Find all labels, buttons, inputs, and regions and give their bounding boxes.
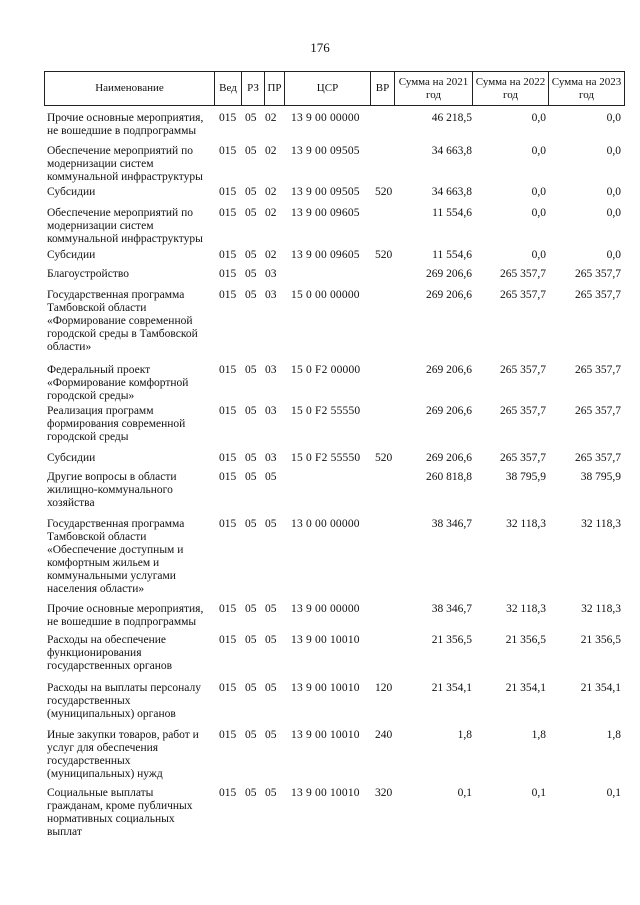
row-rz: 05 — [245, 452, 257, 464]
row-name: Обеспечение мероприятий по модернизации систем коммунальной инфраструктуры — [47, 207, 203, 245]
row-s2021: 11 554,6 — [432, 249, 472, 261]
row-s2022: 0,1 — [531, 787, 546, 799]
row-s2022: 21 354,1 — [505, 682, 546, 694]
row-rz: 05 — [245, 603, 257, 615]
row-s2023: 0,0 — [606, 207, 621, 219]
row-s2021: 0,1 — [457, 787, 472, 799]
row-ved: 015 — [219, 145, 237, 157]
row-csr: 13 9 00 10010 — [291, 787, 360, 799]
row-s2023: 0,0 — [606, 112, 621, 124]
row-s2022: 265 357,7 — [500, 364, 546, 376]
row-rz: 05 — [245, 787, 257, 799]
row-ved: 015 — [219, 452, 237, 464]
row-pr: 03 — [265, 452, 277, 464]
row-s2023: 38 795,9 — [580, 471, 621, 483]
row-s2021: 260 818,8 — [426, 471, 472, 483]
row-name: Иные закупки товаров, работ и услуг для обеспечения государственных (муниципальных) нужд — [47, 729, 199, 780]
row-rz: 05 — [245, 518, 257, 530]
row-csr: 15 0 F2 55550 — [291, 405, 361, 417]
row-rz: 05 — [245, 249, 257, 261]
row-pr: 02 — [265, 207, 277, 219]
row-s2022: 32 118,3 — [506, 603, 546, 615]
row-vr: 520 — [375, 452, 393, 464]
header-name: Наименование — [45, 72, 215, 105]
row-csr: 13 9 00 09605 — [291, 249, 360, 261]
row-pr: 02 — [265, 112, 277, 124]
row-s2022: 0,0 — [531, 145, 546, 157]
row-s2021: 269 206,6 — [426, 405, 472, 417]
row-s2023: 32 118,3 — [581, 518, 621, 530]
row-ved: 015 — [219, 112, 237, 124]
row-s2023: 265 357,7 — [575, 289, 621, 301]
row-csr: 13 9 00 09505 — [291, 145, 360, 157]
header-csr: ЦСР — [285, 72, 371, 105]
header-vr: ВР — [371, 72, 395, 105]
row-name: Социальные выплаты гражданам, кроме публичных нормативных социальных выплат — [47, 787, 193, 838]
table-header — [44, 71, 625, 106]
row-ved: 015 — [219, 405, 237, 417]
row-ved: 015 — [219, 364, 237, 376]
row-s2021: 46 218,5 — [431, 112, 472, 124]
row-csr: 13 9 00 10010 — [291, 729, 360, 741]
row-vr: 520 — [375, 249, 393, 261]
row-rz: 05 — [245, 634, 257, 646]
row-name: Реализация программ формирования современной городской среды — [47, 405, 186, 443]
row-csr: 15 0 F2 00000 — [291, 364, 361, 376]
row-rz: 05 — [245, 207, 257, 219]
row-s2021: 1,8 — [457, 729, 472, 741]
row-rz: 05 — [245, 405, 257, 417]
row-ved: 015 — [219, 471, 237, 483]
row-s2022: 265 357,7 — [500, 268, 546, 280]
row-s2021: 34 663,8 — [431, 145, 472, 157]
row-name: Расходы на обеспечение функционирования государственных органов — [47, 634, 173, 672]
row-pr: 03 — [265, 289, 277, 301]
row-name: Прочие основные мероприятия, не вошедшие в подпрограммы — [47, 112, 204, 137]
row-rz: 05 — [245, 268, 257, 280]
row-pr: 03 — [265, 405, 277, 417]
page-number: 176 — [310, 40, 330, 55]
row-pr: 05 — [265, 787, 277, 799]
row-s2023: 265 357,7 — [575, 268, 621, 280]
row-name: Государственная программа Тамбовской области «Обеспечение доступным и комфортным жильем и коммунальными услугами населения области» — [47, 518, 185, 595]
row-rz: 05 — [245, 186, 257, 198]
row-ved: 015 — [219, 249, 237, 261]
row-s2022: 0,0 — [531, 249, 546, 261]
row-s2023: 0,0 — [606, 186, 621, 198]
row-name: Субсидии — [47, 452, 96, 464]
row-csr: 13 0 00 00000 — [291, 518, 360, 530]
row-pr: 05 — [265, 729, 277, 741]
row-s2023: 0,1 — [606, 787, 621, 799]
row-vr: 240 — [375, 729, 393, 741]
row-s2022: 265 357,7 — [500, 405, 546, 417]
row-ved: 015 — [219, 729, 237, 741]
row-name: Другие вопросы в области жилищно-коммунального хозяйства — [47, 471, 177, 509]
row-csr: 13 9 00 00000 — [291, 112, 360, 124]
row-s2021: 11 554,6 — [432, 207, 472, 219]
row-pr: 05 — [265, 518, 277, 530]
row-s2023: 265 357,7 — [575, 452, 621, 464]
row-csr: 15 0 00 00000 — [291, 289, 360, 301]
row-ved: 015 — [219, 634, 237, 646]
row-pr: 02 — [265, 145, 277, 157]
row-s2021: 34 663,8 — [431, 186, 472, 198]
row-rz: 05 — [245, 364, 257, 376]
row-name: Обеспечение мероприятий по модернизации систем коммунальной инфраструктуры — [47, 145, 203, 183]
row-s2023: 0,0 — [606, 249, 621, 261]
header-rz: РЗ — [242, 72, 265, 105]
row-s2022: 1,8 — [531, 729, 546, 741]
row-vr: 520 — [375, 186, 393, 198]
row-ved: 015 — [219, 603, 237, 615]
row-pr: 05 — [265, 471, 277, 483]
row-name: Прочие основные мероприятия, не вошедшие в подпрограммы — [47, 603, 204, 628]
row-pr: 03 — [265, 268, 277, 280]
row-s2021: 269 206,6 — [426, 268, 472, 280]
row-s2021: 269 206,6 — [426, 452, 472, 464]
header-pr: ПР — [265, 72, 285, 105]
header-ved: Вед — [215, 72, 242, 105]
row-s2022: 0,0 — [531, 207, 546, 219]
row-rz: 05 — [245, 289, 257, 301]
row-pr: 05 — [265, 603, 277, 615]
row-ved: 015 — [219, 207, 237, 219]
row-pr: 05 — [265, 682, 277, 694]
row-name: Благоустройство — [47, 268, 129, 280]
row-s2022: 265 357,7 — [500, 289, 546, 301]
row-ved: 015 — [219, 289, 237, 301]
row-rz: 05 — [245, 471, 257, 483]
row-name: Расходы на выплаты персоналу государственных (муниципальных) органов — [47, 682, 201, 720]
row-s2023: 265 357,7 — [575, 364, 621, 376]
row-name: Субсидии — [47, 249, 96, 261]
row-name: Федеральный проект «Формирование комфортной городской среды» — [47, 364, 189, 402]
row-ved: 015 — [219, 186, 237, 198]
row-s2021: 38 346,7 — [431, 603, 472, 615]
row-ved: 015 — [219, 518, 237, 530]
row-s2023: 1,8 — [606, 729, 621, 741]
row-pr: 02 — [265, 186, 277, 198]
row-ved: 015 — [219, 787, 237, 799]
row-s2021: 21 356,5 — [431, 634, 472, 646]
header-sum-2022: Сумма на 2022 год — [473, 72, 549, 105]
row-ved: 015 — [219, 682, 237, 694]
row-pr: 05 — [265, 634, 277, 646]
row-rz: 05 — [245, 145, 257, 157]
row-s2021: 21 354,1 — [431, 682, 472, 694]
row-csr: 13 9 00 00000 — [291, 603, 360, 615]
row-rz: 05 — [245, 682, 257, 694]
row-csr: 15 0 F2 55550 — [291, 452, 361, 464]
row-s2022: 265 357,7 — [500, 452, 546, 464]
row-vr: 320 — [375, 787, 393, 799]
row-rz: 05 — [245, 112, 257, 124]
row-s2023: 265 357,7 — [575, 405, 621, 417]
header-sum-2023: Сумма на 2023 год — [549, 72, 625, 105]
row-s2021: 269 206,6 — [426, 364, 472, 376]
row-csr: 13 9 00 10010 — [291, 682, 360, 694]
row-s2022: 32 118,3 — [506, 518, 546, 530]
row-s2023: 32 118,3 — [581, 603, 621, 615]
row-name: Государственная программа Тамбовской области «Формирование современной городской среды в Тамбовской области» — [47, 289, 198, 353]
header-sum-2021: Сумма на 2021 год — [395, 72, 473, 105]
row-csr: 13 9 00 09505 — [291, 186, 360, 198]
row-vr: 120 — [375, 682, 393, 694]
row-s2022: 0,0 — [531, 112, 546, 124]
row-s2021: 38 346,7 — [431, 518, 472, 530]
row-csr: 13 9 00 09605 — [291, 207, 360, 219]
row-rz: 05 — [245, 729, 257, 741]
row-s2023: 21 354,1 — [580, 682, 621, 694]
row-s2023: 0,0 — [606, 145, 621, 157]
row-s2023: 21 356,5 — [580, 634, 621, 646]
row-s2022: 38 795,9 — [505, 471, 546, 483]
row-pr: 03 — [265, 364, 277, 376]
row-ved: 015 — [219, 268, 237, 280]
row-csr: 13 9 00 10010 — [291, 634, 360, 646]
row-s2022: 21 356,5 — [505, 634, 546, 646]
row-s2022: 0,0 — [531, 186, 546, 198]
row-s2021: 269 206,6 — [426, 289, 472, 301]
row-name: Субсидии — [47, 186, 96, 198]
row-pr: 02 — [265, 249, 277, 261]
